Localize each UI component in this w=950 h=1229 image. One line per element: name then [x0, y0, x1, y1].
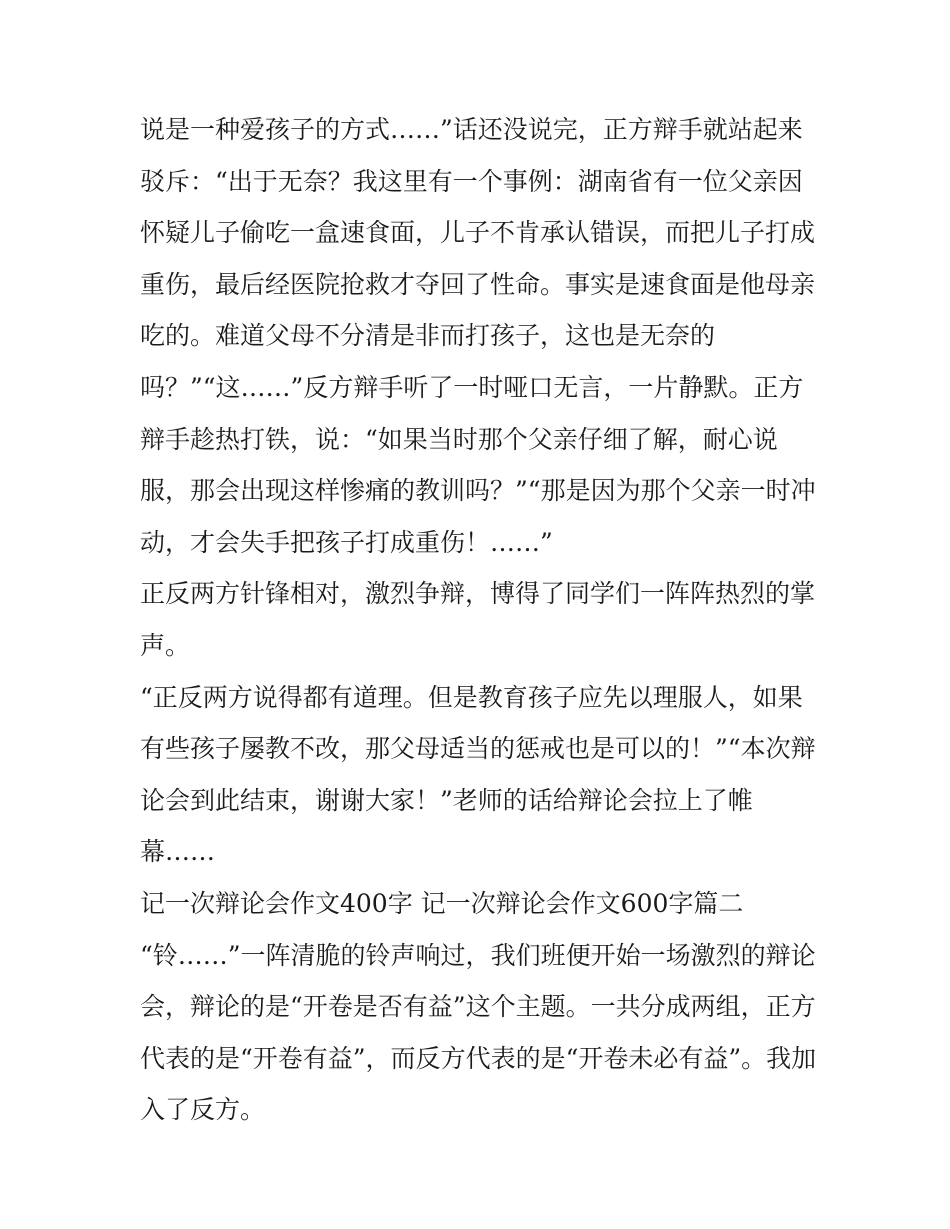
text-line: 入了反方。 [140, 1095, 266, 1125]
text-line: “铃……”一阵清脆的铃声响过，我们班便开始一场激烈的辩论 [140, 940, 816, 970]
text-line: 会，辩论的是“开卷是否有益”这个主题。一共分成两组，正方 [140, 992, 816, 1022]
text-line: 辩手趁热打铁，说：“如果当时那个父亲仔细了解，耐心说 [140, 424, 778, 454]
text-line: 怀疑儿子偷吃一盒速食面，儿子不肯承认错误，而把儿子打成 [140, 218, 816, 248]
text-line: 说是一种爱孩子的方式……”话还没说完，正方辩手就站起来 [140, 115, 803, 144]
text-line: 论会到此结束，谢谢大家！”老师的话给辩论会拉上了帷 [140, 785, 753, 815]
text-line: “正反两方说得都有道理。但是教育孩子应先以理服人，如果 [140, 682, 803, 712]
text-line: 正反两方针锋相对，激烈争辩，博得了同学们一阵阵热烈的掌 [140, 579, 816, 609]
document-body [140, 104, 830, 1136]
text-line: 幕…… [140, 837, 216, 867]
text-line: 代表的是“开卷有益”，而反方代表的是“开卷未必有益”。我加 [140, 1043, 817, 1073]
text-line: 驳斥：“出于无奈？我这里有一个事例：湖南省有一位父亲因 [140, 166, 803, 196]
text-line: 有些孩子屡教不改，那父母适当的惩戒也是可以的！”“本次辩 [140, 734, 816, 764]
text-line: 动，才会失手把孩子打成重伤！……” [140, 527, 553, 557]
text-line: 吃的。难道父母不分清是非而打孩子，这也是无奈的 [140, 321, 716, 351]
section-heading: 记一次辩论会作文400字 记一次辩论会作文600字篇二 [140, 888, 744, 918]
text-line: 吗？”“这……”反方辩手听了一时哑口无言，一片静默。正方 [140, 372, 804, 402]
text-line: 服，那会出现这样惨痛的教训吗？”“那是因为那个父亲一时冲 [140, 476, 816, 506]
text-line: 声。 [140, 630, 191, 660]
text-line: 重伤，最后经医院抢救才夺回了性命。事实是速食面是他母亲 [140, 269, 816, 299]
